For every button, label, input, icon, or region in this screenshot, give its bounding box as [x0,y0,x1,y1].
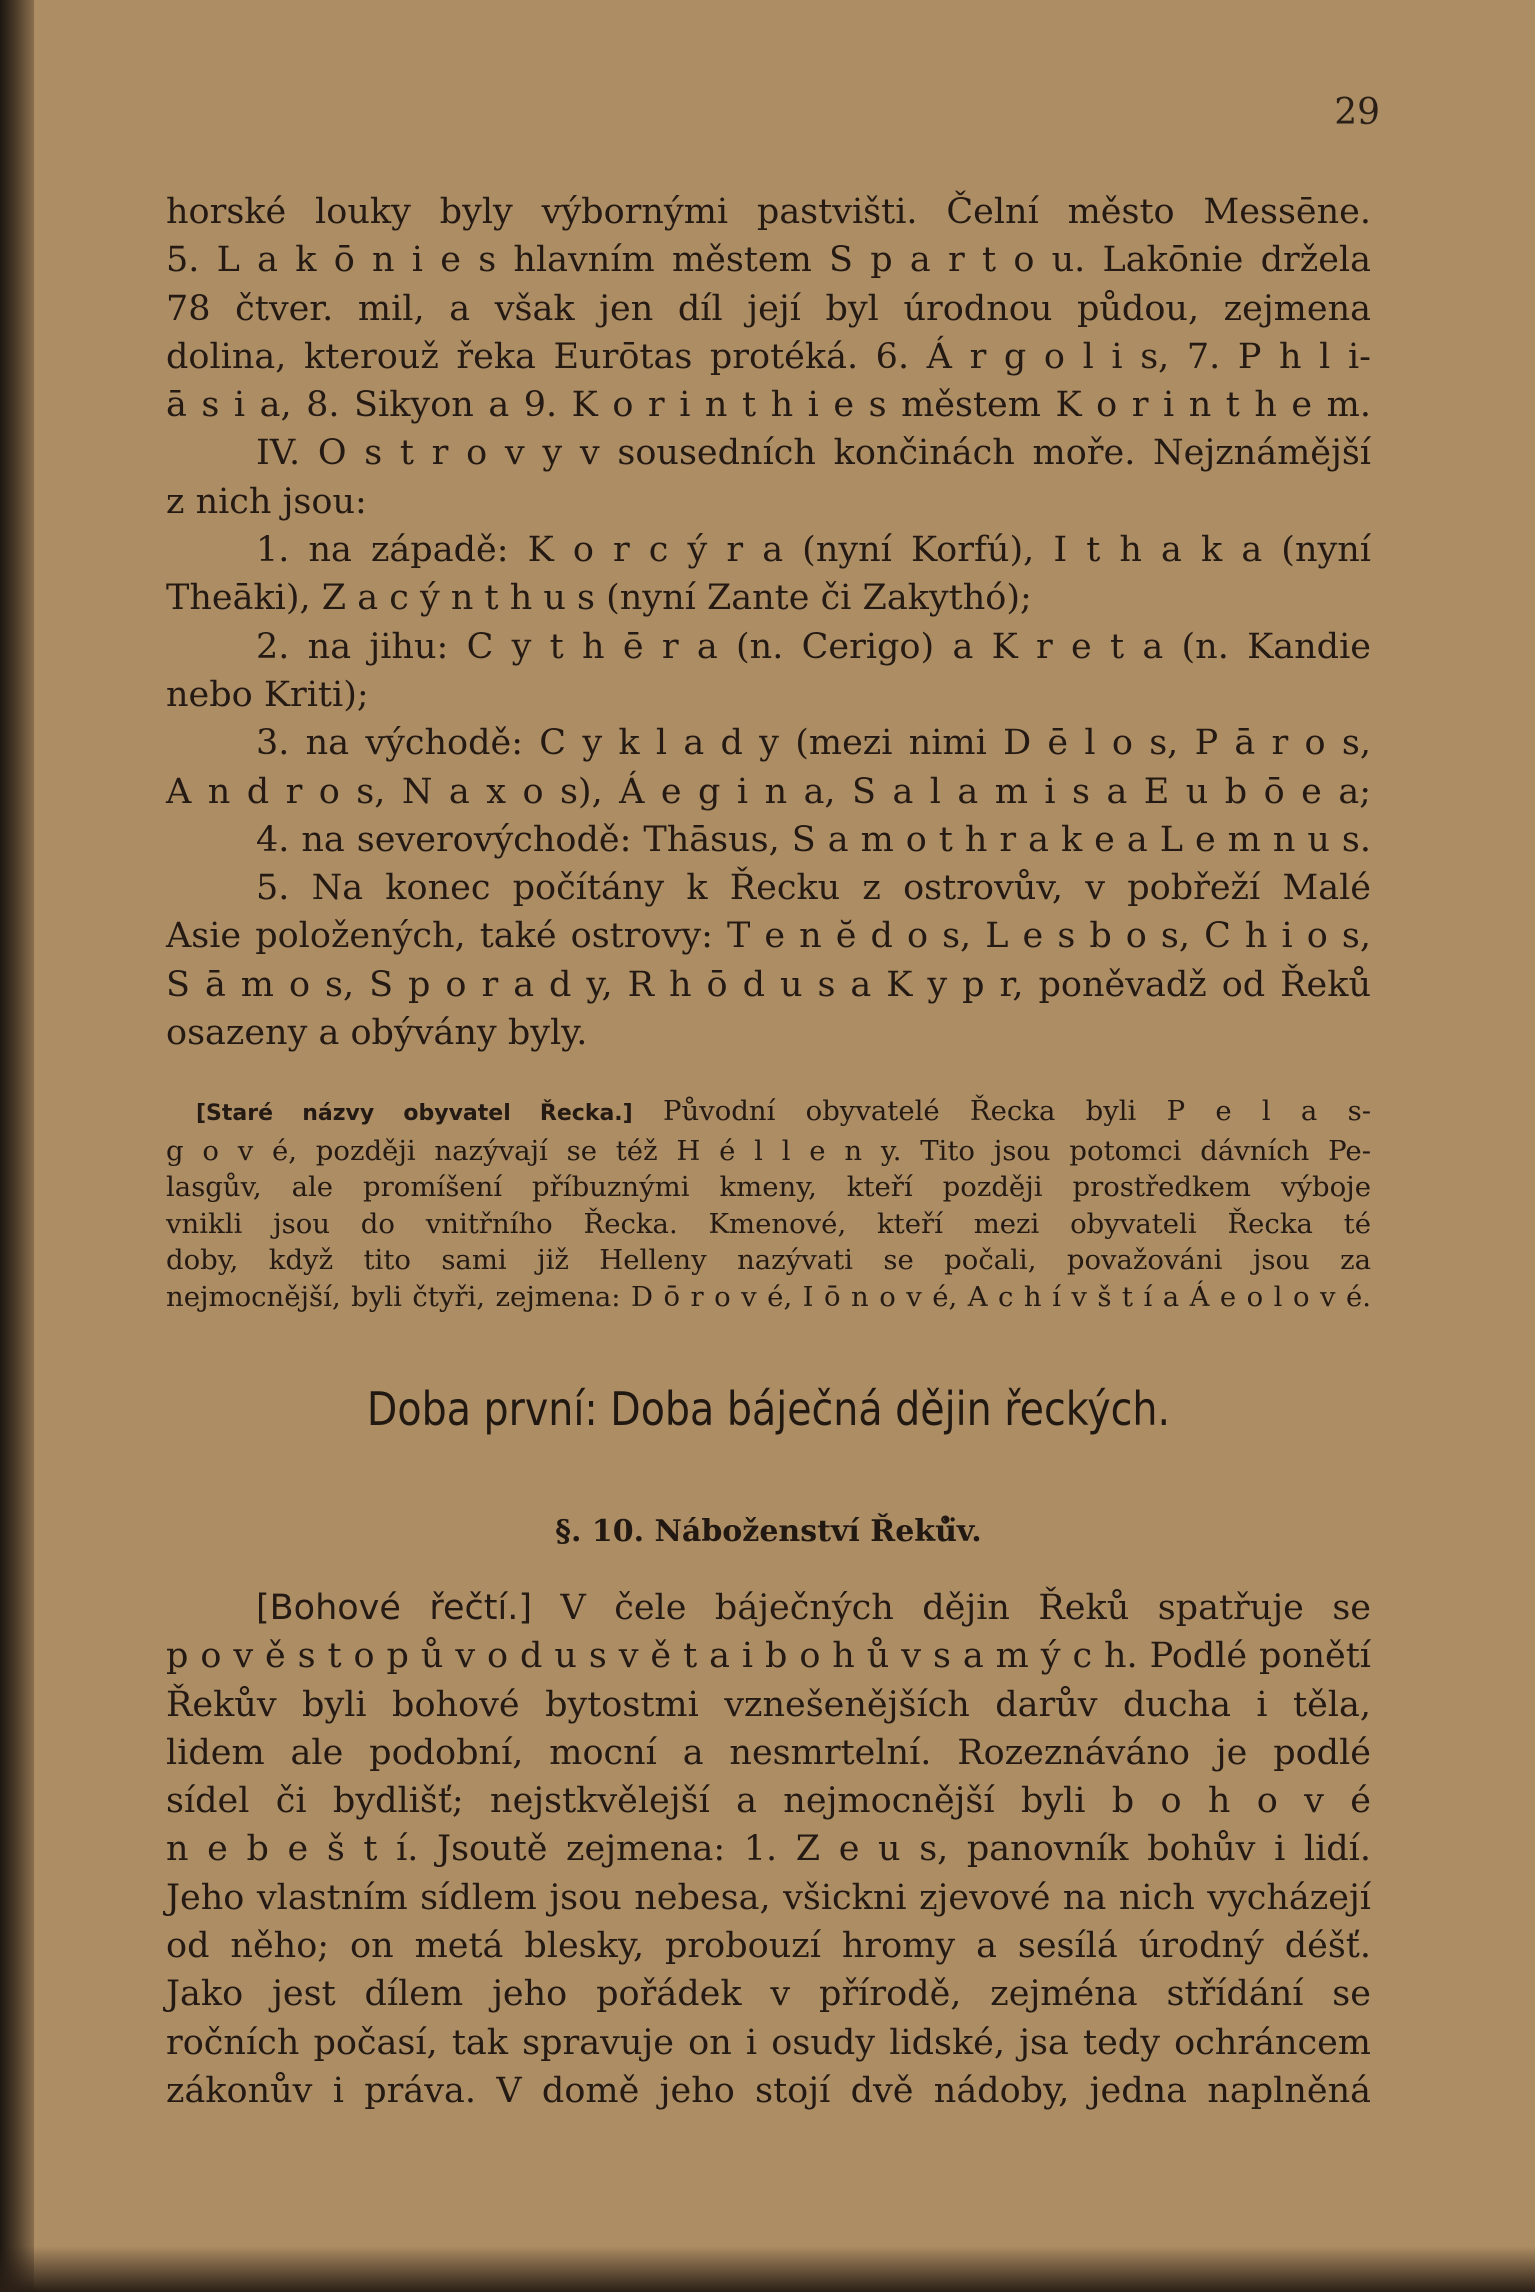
text-line: 4. na severovýchodě: Thāsus, S a m o t h r a k e a L e m n u s. [256,819,1371,860]
text-line: nebo Kriti); [166,674,369,715]
page-bottom-shadow [0,2246,1535,2292]
text-line: doby, když tito sami již Helleny nazývati se počali, považováni jsou za [166,1244,1371,1276]
text-line: ā s i a, 8. Sikyon a 9. K o r i n t h i e s městem K o r i n t h e m. [166,385,1371,426]
page-number: 29 [1334,92,1380,133]
text-line: 5. Na konec počítány k Řecku z ostrovův, v pobřeží Malé [256,868,1371,909]
text-line: g o v é, později nazývají se též H é l l e n y. Tito jsou potomci dávních Pe- [166,1134,1371,1167]
text-line: vnikli jsou do vnitřního Řecka. Kmenové, kteří mezi obyvateli Řecka té [166,1207,1371,1240]
text-line [166,1584,1371,1632]
text-line: od něho; on metá blesky, probouzí hromy a sesílá úrodný déšť. [166,1926,1371,1967]
text-line: 5. L a k ō n i e s hlavním městem S p a r t o u. Lakōnie držela [166,240,1371,281]
text-line: lasgův, ale promíšení příbuznými kmeny, kteří později prostředkem výboje [166,1171,1371,1203]
text-line: lidem ale podobní, mocní a nesmrtelní. Rozeznáváno je podlé [166,1732,1371,1773]
text-line: p o v ě s t o p ů v o d u s v ě t a i b o h ů v s a m ý c h. Podlé ponětí [166,1636,1371,1677]
text-line: nejmocnější, byli čtyři, zejmena: D ō r o v é, I ō n o v é, A c h í v š t í a Á e o l o v é. [166,1280,1371,1313]
text-span: Původní obyvatelé Řecka byli P e l a s- [662,1095,1371,1127]
text-line [166,1093,1371,1133]
text-line: A n d r o s, N a x o s), Á e g i n a, S a l a m i s a E u b ō e a; [166,771,1371,812]
text-line: zákonův i práva. V domě jeho stojí dvě nádoby, jedna naplněná [166,2070,1371,2111]
margin-tag: [Staré názvy obyvatel Řecka.] [196,1101,633,1126]
text-line: 3. na východě: C y k l a d y (mezi nimi D ē l o s, P ā r o s, [256,723,1371,764]
text-block-religion [166,1584,1371,2115]
text-line: Jeho vlastním sídlem jsou nebesa, všickni zjevové na nich vycházejí [166,1877,1371,1918]
text-line: Asie položených, také ostrovy: T e n ĕ d o s, L e s b o s, C h i o s, [166,916,1371,957]
text-line: Jako jest dílem jeho pořádek v přírodě, zejména střídání se [166,1974,1371,2015]
text-line: 2. na jihu: C y t h ē r a (n. Cerigo) a K r e t a (n. Kandie [256,626,1371,667]
small-print-paragraph [166,1093,1371,1315]
text-line: S ā m o s, S p o r a d y, R h ō d u s a K y p r, poněvadž od Řeků [166,964,1371,1005]
text-line: 1. na západě: K o r c ý r a (nyní Korfú), I t h a k a (nyní [256,530,1371,571]
text-span: V čele báječných dějin Řeků spatřuje se [560,1588,1371,1628]
text-line: ročních počasí, tak spravuje on i osudy lidské, jsa tedy ochráncem [166,2022,1371,2063]
text-line: dolina, kterouž řeka Eurōtas protéká. 6. Á r g o l i s, 7. P h l i- [166,336,1371,377]
text-block-regions [166,188,1371,1057]
text-line: sídel či bydlišť; nejstkvělejší a nejmocnější byli b o h o v é [166,1781,1371,1822]
text-line: osazeny a obývány byly. [166,1013,588,1054]
text-line: n e b e š t í. Jsoutě zejmena: 1. Z e u s, panovník bohův i lidí. [166,1829,1371,1870]
text-line: horské louky byly výbornými pastvišti. Čelní město Messēne. [166,192,1371,232]
text-line: IV. O s t r o v y v sousedních končinách moře. Nejznámější [256,433,1371,474]
section-heading: §. 10. Náboženství Řeků̈v. [555,1514,982,1549]
margin-tag: [Bohové řečtí.] [256,1588,533,1628]
text-line: Řekův byli bohové bytostmi vznešenějších darův ducha i těla, [166,1684,1371,1725]
book-binding-edge [0,0,34,2292]
text-line: z nich jsou: [166,481,367,522]
chapter-heading: Doba první: Doba báječná dějin řeckých. [366,1382,1171,1436]
text-line: Theāki), Z a c ý n t h u s (nyní Zante či Zakythó); [166,578,1032,619]
text-line: 78 čtver. mil, a však jen díl její byl úrodnou půdou, zejmena [166,288,1371,329]
